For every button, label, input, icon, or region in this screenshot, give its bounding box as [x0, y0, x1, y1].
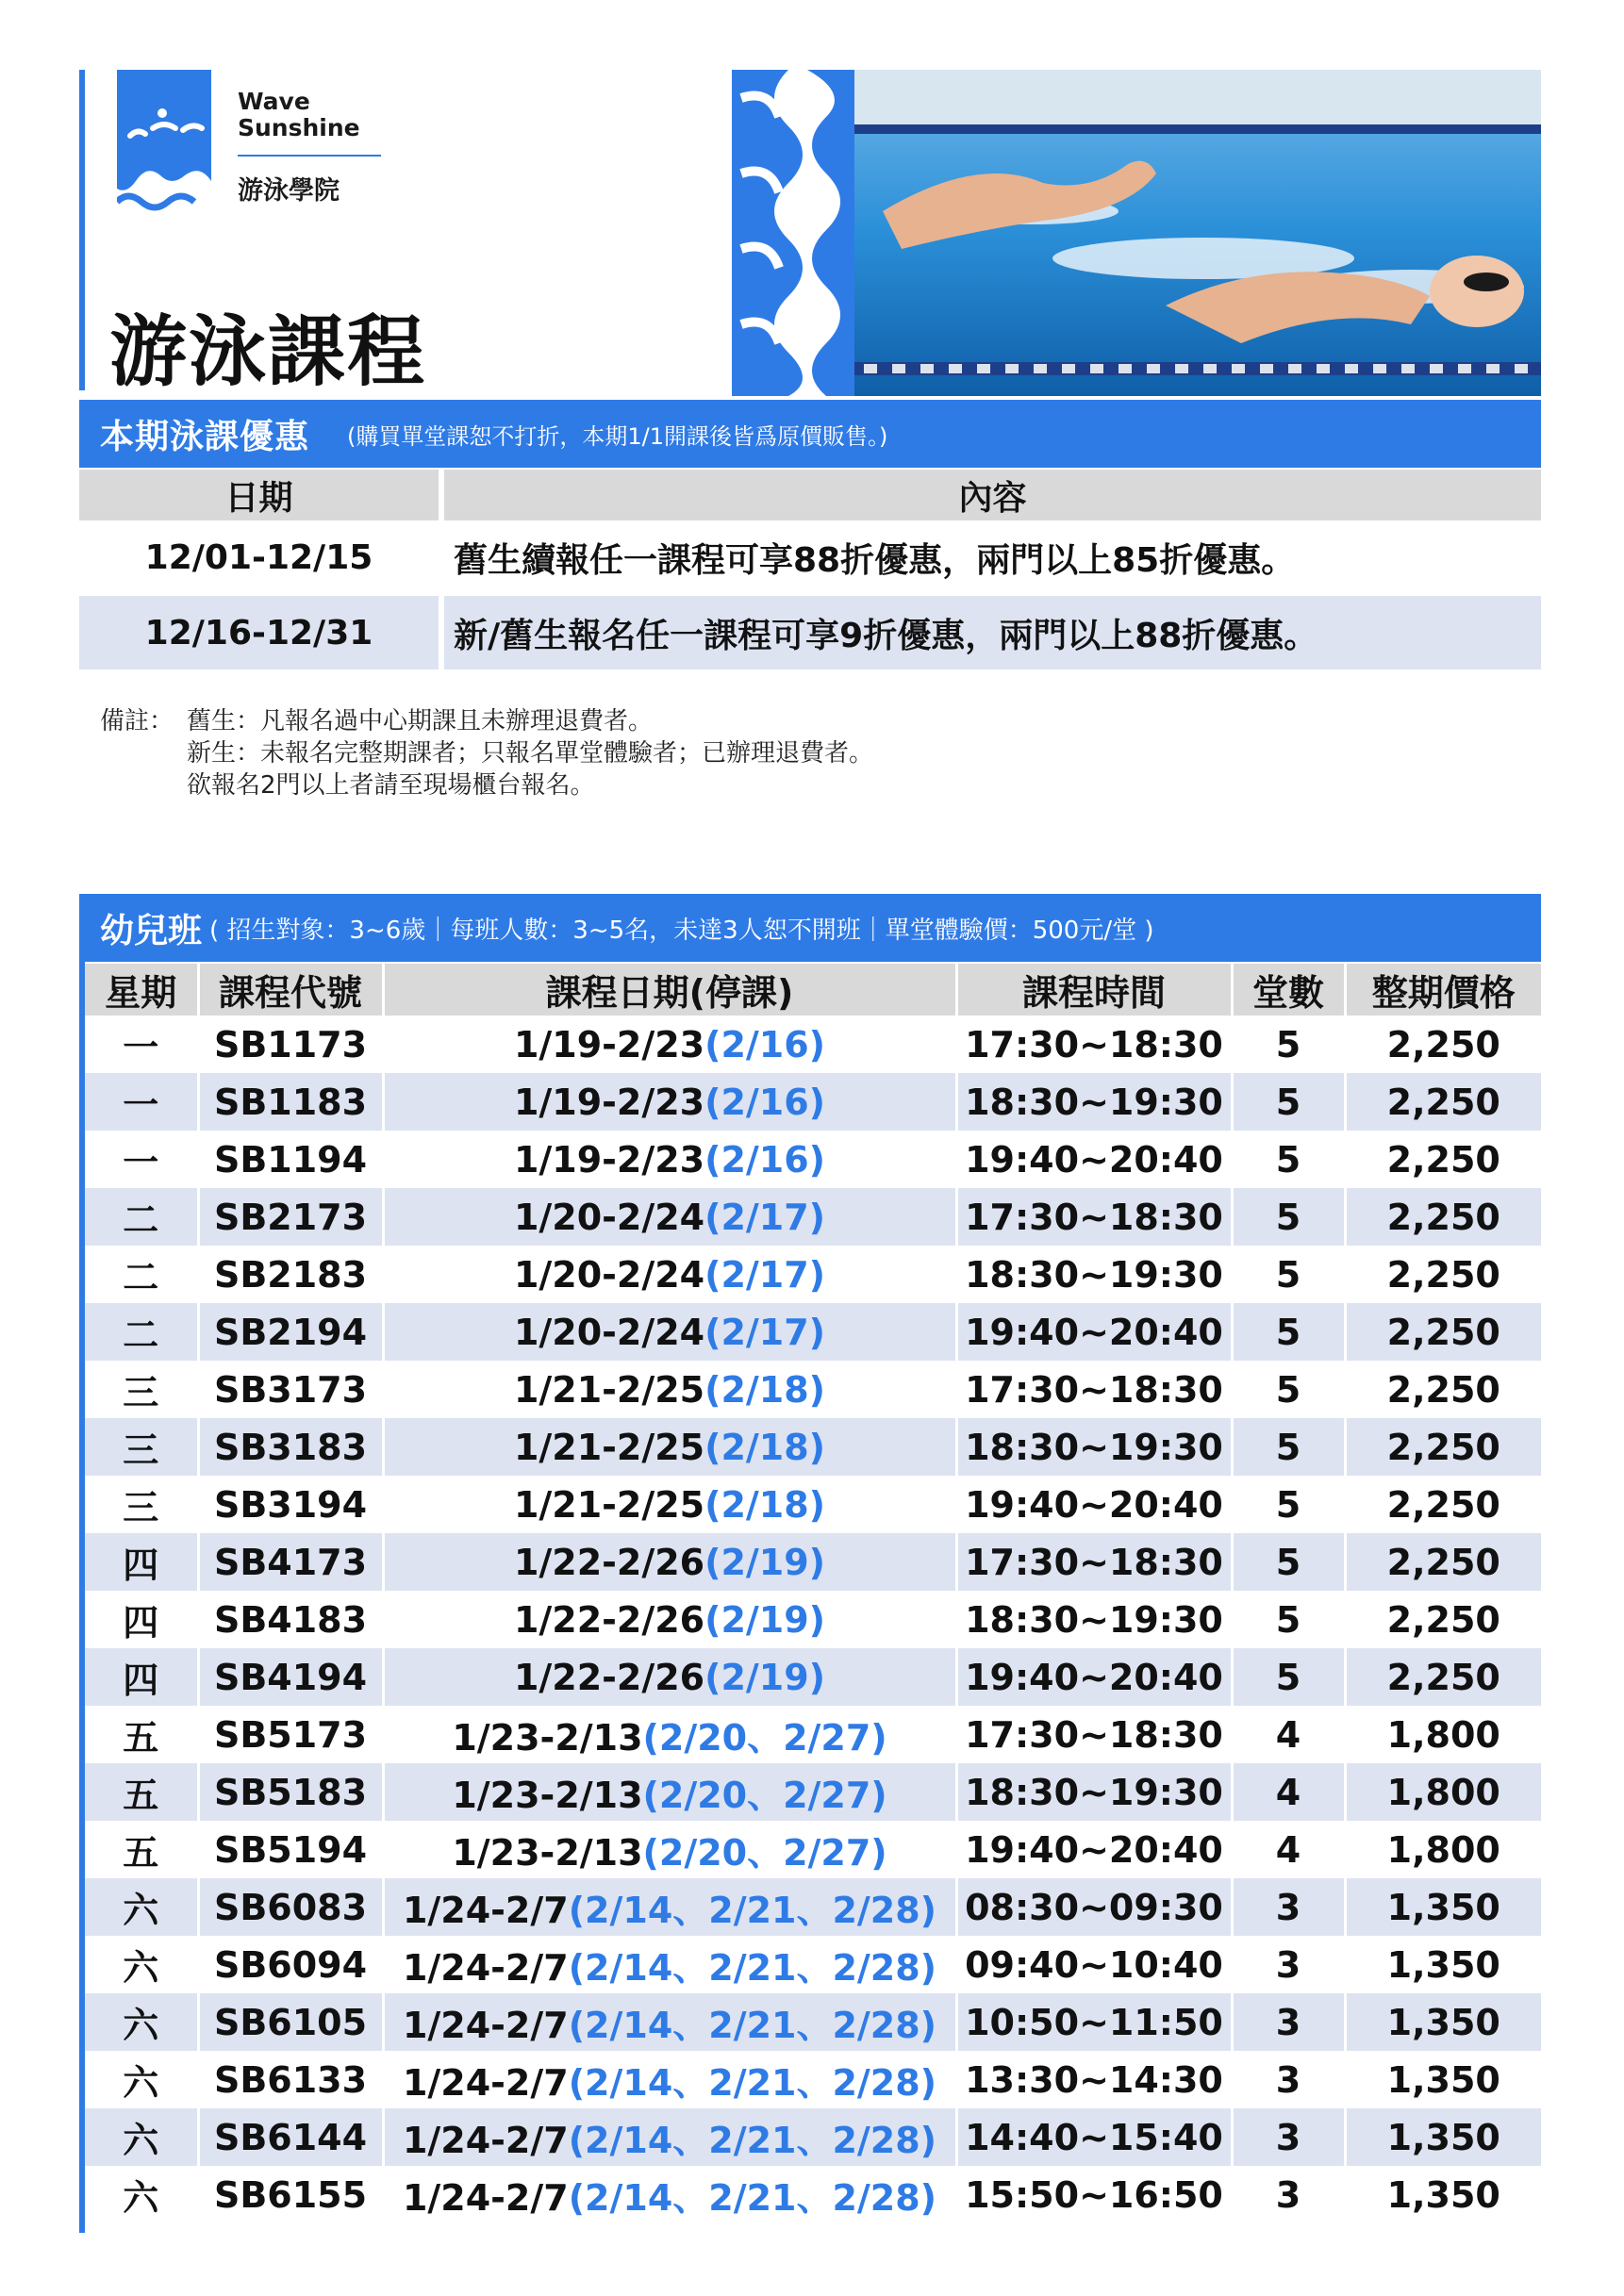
table-row [85, 1993, 1541, 2051]
brand-name-line2: Sunshine [238, 114, 360, 141]
cell-time: 17:30~18:30 [956, 1361, 1232, 1418]
promo-banner [79, 400, 1541, 468]
cell-date-range: 1/19-2/23 [513, 1138, 705, 1181]
cell-time: 18:30~19:30 [956, 1073, 1232, 1131]
wave-logo-icon [117, 70, 211, 213]
header-accent-rule [79, 70, 85, 390]
cell-time: 17:30~18:30 [956, 1016, 1232, 1073]
cell-price: 1,350 [1345, 2051, 1541, 2108]
cell-code: SB6133 [198, 2051, 383, 2108]
cell-off-dates: (2/14、2/21、2/28) [568, 1890, 937, 1931]
table-row [85, 1533, 1541, 1591]
cell-time: 18:30~19:30 [956, 1763, 1232, 1821]
cell-sessions: 5 [1232, 1533, 1345, 1591]
cell-time: 14:40~15:40 [956, 2108, 1232, 2166]
swimmer-photo [732, 70, 1541, 396]
cell-sessions: 3 [1232, 1993, 1345, 2051]
cell-code: SB1183 [198, 1073, 383, 1131]
header-code: 課程代號 [198, 964, 383, 1016]
table-row [85, 1821, 1541, 1878]
promo-header-date: 日期 [79, 470, 441, 520]
cell-price: 2,250 [1345, 1303, 1541, 1361]
cell-off-dates: (2/19) [704, 1598, 826, 1641]
cell-date-range: 1/22-2/26 [513, 1598, 705, 1641]
remarks-line: 欲報名2門以上者請至現場櫃台報名。 [187, 771, 595, 800]
cell-off-dates: (2/17) [704, 1311, 826, 1353]
cell-sessions: 5 [1232, 1188, 1345, 1246]
cell-date-range: 1/20-2/24 [513, 1253, 705, 1296]
cell-day: 四 [123, 1602, 159, 1644]
cell-date-range: 1/23-2/13 [452, 1832, 643, 1874]
cell-sessions: 3 [1232, 1936, 1345, 1993]
schedule-title: 幼兒班 [100, 911, 203, 950]
cell-off-dates: (2/16) [704, 1081, 826, 1123]
cell-time: 19:40~20:40 [956, 1131, 1232, 1188]
cell-price: 1,800 [1345, 1763, 1541, 1821]
cell-sessions: 4 [1232, 1706, 1345, 1763]
table-row [85, 1073, 1541, 1131]
cell-day: 三 [123, 1372, 159, 1413]
cell-dates [383, 2166, 956, 2223]
cell-off-dates: (2/18) [704, 1368, 826, 1411]
cell-off-dates: (2/14、2/21、2/28) [568, 2120, 937, 2161]
cell-code: SB5194 [198, 1821, 383, 1878]
cell-dates [383, 1763, 956, 1821]
cell-day: 三 [123, 1487, 159, 1528]
header-sessions: 堂數 [1232, 964, 1345, 1016]
cell-sessions: 3 [1232, 2108, 1345, 2166]
promo-note: (購買單堂課恕不打折，本期1/1開課後皆爲原價販售。) [347, 422, 888, 450]
cell-dates [383, 1016, 956, 1073]
cell-code: SB2194 [198, 1303, 383, 1361]
cell-code: SB3194 [198, 1476, 383, 1533]
cell-dates [383, 1591, 956, 1648]
cell-price: 2,250 [1345, 1073, 1541, 1131]
header-price: 整期價格 [1345, 964, 1541, 1016]
table-row [85, 1361, 1541, 1418]
cell-off-dates: (2/19) [704, 1656, 826, 1698]
cell-price: 2,250 [1345, 1533, 1541, 1591]
promo-header-content: 內容 [441, 470, 1541, 520]
cell-time: 09:40~10:40 [956, 1936, 1232, 1993]
cell-date-range: 1/23-2/13 [452, 1775, 643, 1816]
cell-off-dates: (2/20、2/27) [642, 1775, 887, 1816]
cell-sessions: 4 [1232, 1821, 1345, 1878]
cell-price: 2,250 [1345, 1246, 1541, 1303]
cell-day: 四 [85, 1533, 198, 1591]
promo-date: 12/16-12/31 [79, 596, 441, 669]
cell-time: 18:30~19:30 [956, 1246, 1232, 1303]
table-row [85, 1936, 1541, 1993]
cell-day: 四 [85, 1648, 198, 1706]
header-dates: 課程日期(停課) [383, 964, 956, 1016]
cell-off-dates: (2/14、2/21、2/28) [568, 2177, 937, 2219]
promo-content: 舊生續報任一課程可享88折優惠，兩門以上85折優惠。 [441, 520, 1541, 594]
cell-sessions: 5 [1232, 1303, 1345, 1361]
remarks-line: 舊生：凡報名過中心期課且未辦理退費者。 [187, 707, 654, 735]
brand-name-line1: Wave [238, 88, 310, 115]
cell-time: 19:40~20:40 [956, 1648, 1232, 1706]
cell-sessions: 5 [1232, 1016, 1345, 1073]
cell-date-range: 1/24-2/7 [402, 1890, 569, 1931]
table-row [85, 1016, 1541, 1073]
cell-day: 六 [85, 1993, 198, 2051]
cell-off-dates: (2/19) [704, 1541, 826, 1583]
cell-date-range: 1/24-2/7 [402, 1947, 569, 1989]
cell-off-dates: (2/20、2/27) [642, 1832, 887, 1874]
cell-dates [383, 1131, 956, 1188]
cell-sessions: 5 [1232, 1361, 1345, 1418]
cell-code: SB6094 [198, 1936, 383, 1993]
schedule-header-row [85, 964, 1541, 1016]
cell-off-dates: (2/18) [704, 1426, 826, 1468]
cell-dates [383, 2051, 956, 2108]
cell-time: 08:30~09:30 [956, 1878, 1232, 1936]
cell-date-range: 1/23-2/13 [452, 1717, 643, 1759]
cell-code: SB5173 [198, 1706, 383, 1763]
cell-code: SB2183 [198, 1246, 383, 1303]
cell-dates [383, 1188, 956, 1246]
cell-time: 19:40~20:40 [956, 1476, 1232, 1533]
promo-header-row [79, 470, 1541, 520]
schedule-table [85, 964, 1541, 2223]
cell-dates [383, 1303, 956, 1361]
cell-price: 2,250 [1345, 1361, 1541, 1418]
cell-code: SB6105 [198, 1993, 383, 2051]
cell-code: SB6083 [198, 1878, 383, 1936]
cell-sessions: 5 [1232, 1648, 1345, 1706]
promo-row [79, 596, 1541, 669]
table-row [85, 2051, 1541, 2108]
cell-date-range: 1/20-2/24 [513, 1196, 705, 1238]
cell-price: 1,350 [1345, 2166, 1541, 2223]
cell-dates [383, 1648, 956, 1706]
cell-code: SB1173 [198, 1016, 383, 1073]
cell-sessions: 5 [1232, 1476, 1345, 1533]
cell-off-dates: (2/14、2/21、2/28) [568, 1947, 937, 1989]
cell-date-range: 1/24-2/7 [402, 2177, 569, 2219]
cell-code: SB1194 [198, 1131, 383, 1188]
cell-time: 10:50~11:50 [956, 1993, 1232, 2051]
cell-price: 1,350 [1345, 2108, 1541, 2166]
cell-date-range: 1/19-2/23 [513, 1081, 705, 1123]
cell-price: 2,250 [1345, 1591, 1541, 1648]
cell-off-dates: (2/14、2/21、2/28) [568, 2005, 937, 2046]
table-row [85, 1246, 1541, 1303]
cell-time: 17:30~18:30 [956, 1706, 1232, 1763]
cell-price: 2,250 [1345, 1476, 1541, 1533]
cell-day: 二 [85, 1188, 198, 1246]
cell-dates [383, 1706, 956, 1763]
table-row [85, 1476, 1541, 1533]
cell-day: 五 [85, 1763, 198, 1821]
table-row [85, 1303, 1541, 1361]
cell-dates [383, 1533, 956, 1591]
brand-name-en [238, 89, 360, 141]
cell-price: 1,350 [1345, 1878, 1541, 1936]
cell-code: SB6144 [198, 2108, 383, 2166]
cell-off-dates: (2/17) [704, 1253, 826, 1296]
promo-content: 新/舊生報名任一課程可享9折優惠，兩門以上88折優惠。 [441, 596, 1541, 669]
remarks-line: 新生：未報名完整期課者；只報名單堂體驗者；已辦理退費者。 [187, 739, 874, 768]
table-row [85, 1131, 1541, 1188]
cell-sessions: 3 [1232, 2051, 1345, 2108]
cell-day: 二 [123, 1257, 159, 1298]
cell-dates [383, 1821, 956, 1878]
cell-code: SB4183 [198, 1591, 383, 1648]
cell-date-range: 1/24-2/7 [402, 2120, 569, 2161]
cell-date-range: 1/21-2/25 [513, 1483, 705, 1526]
cell-time: 18:30~19:30 [956, 1591, 1232, 1648]
cell-date-range: 1/19-2/23 [513, 1023, 705, 1065]
cell-dates [383, 1476, 956, 1533]
cell-off-dates: (2/17) [704, 1196, 826, 1238]
cell-date-range: 1/24-2/7 [402, 2005, 569, 2046]
cell-time: 19:40~20:40 [956, 1821, 1232, 1878]
cell-time: 13:30~14:30 [956, 2051, 1232, 2108]
cell-sessions: 4 [1232, 1763, 1345, 1821]
schedule-banner [79, 894, 1541, 962]
cell-dates [383, 1936, 956, 1993]
table-row [85, 1591, 1541, 1648]
cell-day: 二 [85, 1303, 198, 1361]
cell-date-range: 1/21-2/25 [513, 1426, 705, 1468]
cell-time: 17:30~18:30 [956, 1533, 1232, 1591]
cell-day: 一 [123, 1027, 159, 1068]
cell-sessions: 5 [1232, 1073, 1345, 1131]
cell-sessions: 5 [1232, 1591, 1345, 1648]
table-row [85, 2166, 1541, 2223]
cell-dates [383, 1418, 956, 1476]
cell-off-dates: (2/20、2/27) [642, 1717, 887, 1759]
cell-price: 2,250 [1345, 1418, 1541, 1476]
promo-row [79, 520, 1541, 594]
cell-time: 17:30~18:30 [956, 1188, 1232, 1246]
cell-code: SB5183 [198, 1763, 383, 1821]
remarks-label: 備註： [100, 707, 174, 735]
brand-divider [238, 155, 381, 157]
cell-code: SB6155 [198, 2166, 383, 2223]
cell-date-range: 1/22-2/26 [513, 1656, 705, 1698]
page-title: 游泳課程 [109, 307, 427, 397]
cell-day: 五 [123, 1832, 159, 1874]
cell-dates [383, 1361, 956, 1418]
cell-dates [383, 1878, 956, 1936]
cell-date-range: 1/22-2/26 [513, 1541, 705, 1583]
table-row [85, 1878, 1541, 1936]
cell-day: 六 [85, 2108, 198, 2166]
cell-sessions: 5 [1232, 1131, 1345, 1188]
cell-day: 一 [123, 1142, 159, 1183]
cell-dates [383, 1246, 956, 1303]
cell-code: SB3183 [198, 1418, 383, 1476]
table-row [85, 1188, 1541, 1246]
table-row [85, 1648, 1541, 1706]
cell-code: SB4173 [198, 1533, 383, 1591]
table-row [85, 1706, 1541, 1763]
cell-sessions: 3 [1232, 1878, 1345, 1936]
cell-date-range: 1/24-2/7 [402, 2062, 569, 2104]
cell-day: 六 [123, 2062, 159, 2104]
cell-off-dates: (2/16) [704, 1023, 826, 1065]
cell-time: 19:40~20:40 [956, 1303, 1232, 1361]
brand-name-zh: 游泳學院 [238, 176, 340, 206]
cell-day: 六 [123, 1947, 159, 1989]
header-day: 星期 [85, 964, 198, 1016]
promo-table [79, 470, 1541, 669]
cell-off-dates: (2/14、2/21、2/28) [568, 2062, 937, 2104]
promo-date: 12/01-12/15 [144, 537, 373, 577]
cell-day: 六 [85, 1878, 198, 1936]
cell-date-range: 1/20-2/24 [513, 1311, 705, 1353]
cell-date-range: 1/21-2/25 [513, 1368, 705, 1411]
cell-price: 1,350 [1345, 1993, 1541, 2051]
cell-sessions: 3 [1232, 2166, 1345, 2223]
cell-price: 1,800 [1345, 1821, 1541, 1878]
table-row [85, 2108, 1541, 2166]
cell-sessions: 5 [1232, 1418, 1345, 1476]
cell-day: 一 [85, 1073, 198, 1131]
cell-off-dates: (2/18) [704, 1483, 826, 1526]
cell-day: 三 [85, 1418, 198, 1476]
cell-time: 18:30~19:30 [956, 1418, 1232, 1476]
cell-dates [383, 2108, 956, 2166]
cell-code: SB2173 [198, 1188, 383, 1246]
table-row [85, 1763, 1541, 1821]
cell-sessions: 5 [1232, 1246, 1345, 1303]
cell-code: SB3173 [198, 1361, 383, 1418]
table-row [85, 1418, 1541, 1476]
remarks [100, 705, 873, 801]
cell-day: 六 [123, 2177, 159, 2219]
schedule-info: ( 招生對象：3~6歲｜每班人數：3~5名，未達3人恕不開班｜單堂體驗價：500元/堂 ) [209, 916, 1154, 945]
cell-code: SB4194 [198, 1648, 383, 1706]
cell-dates [383, 1993, 956, 2051]
cell-dates [383, 1073, 956, 1131]
cell-price: 1,350 [1345, 1936, 1541, 1993]
cell-time: 15:50~16:50 [956, 2166, 1232, 2223]
cell-price: 2,250 [1345, 1016, 1541, 1073]
promo-title: 本期泳課優惠 [100, 417, 310, 456]
cell-price: 1,800 [1345, 1706, 1541, 1763]
cell-off-dates: (2/16) [704, 1138, 826, 1181]
cell-day: 五 [123, 1717, 159, 1759]
cell-price: 2,250 [1345, 1131, 1541, 1188]
cell-price: 2,250 [1345, 1648, 1541, 1706]
header-time: 課程時間 [956, 964, 1232, 1016]
cell-price: 2,250 [1345, 1188, 1541, 1246]
